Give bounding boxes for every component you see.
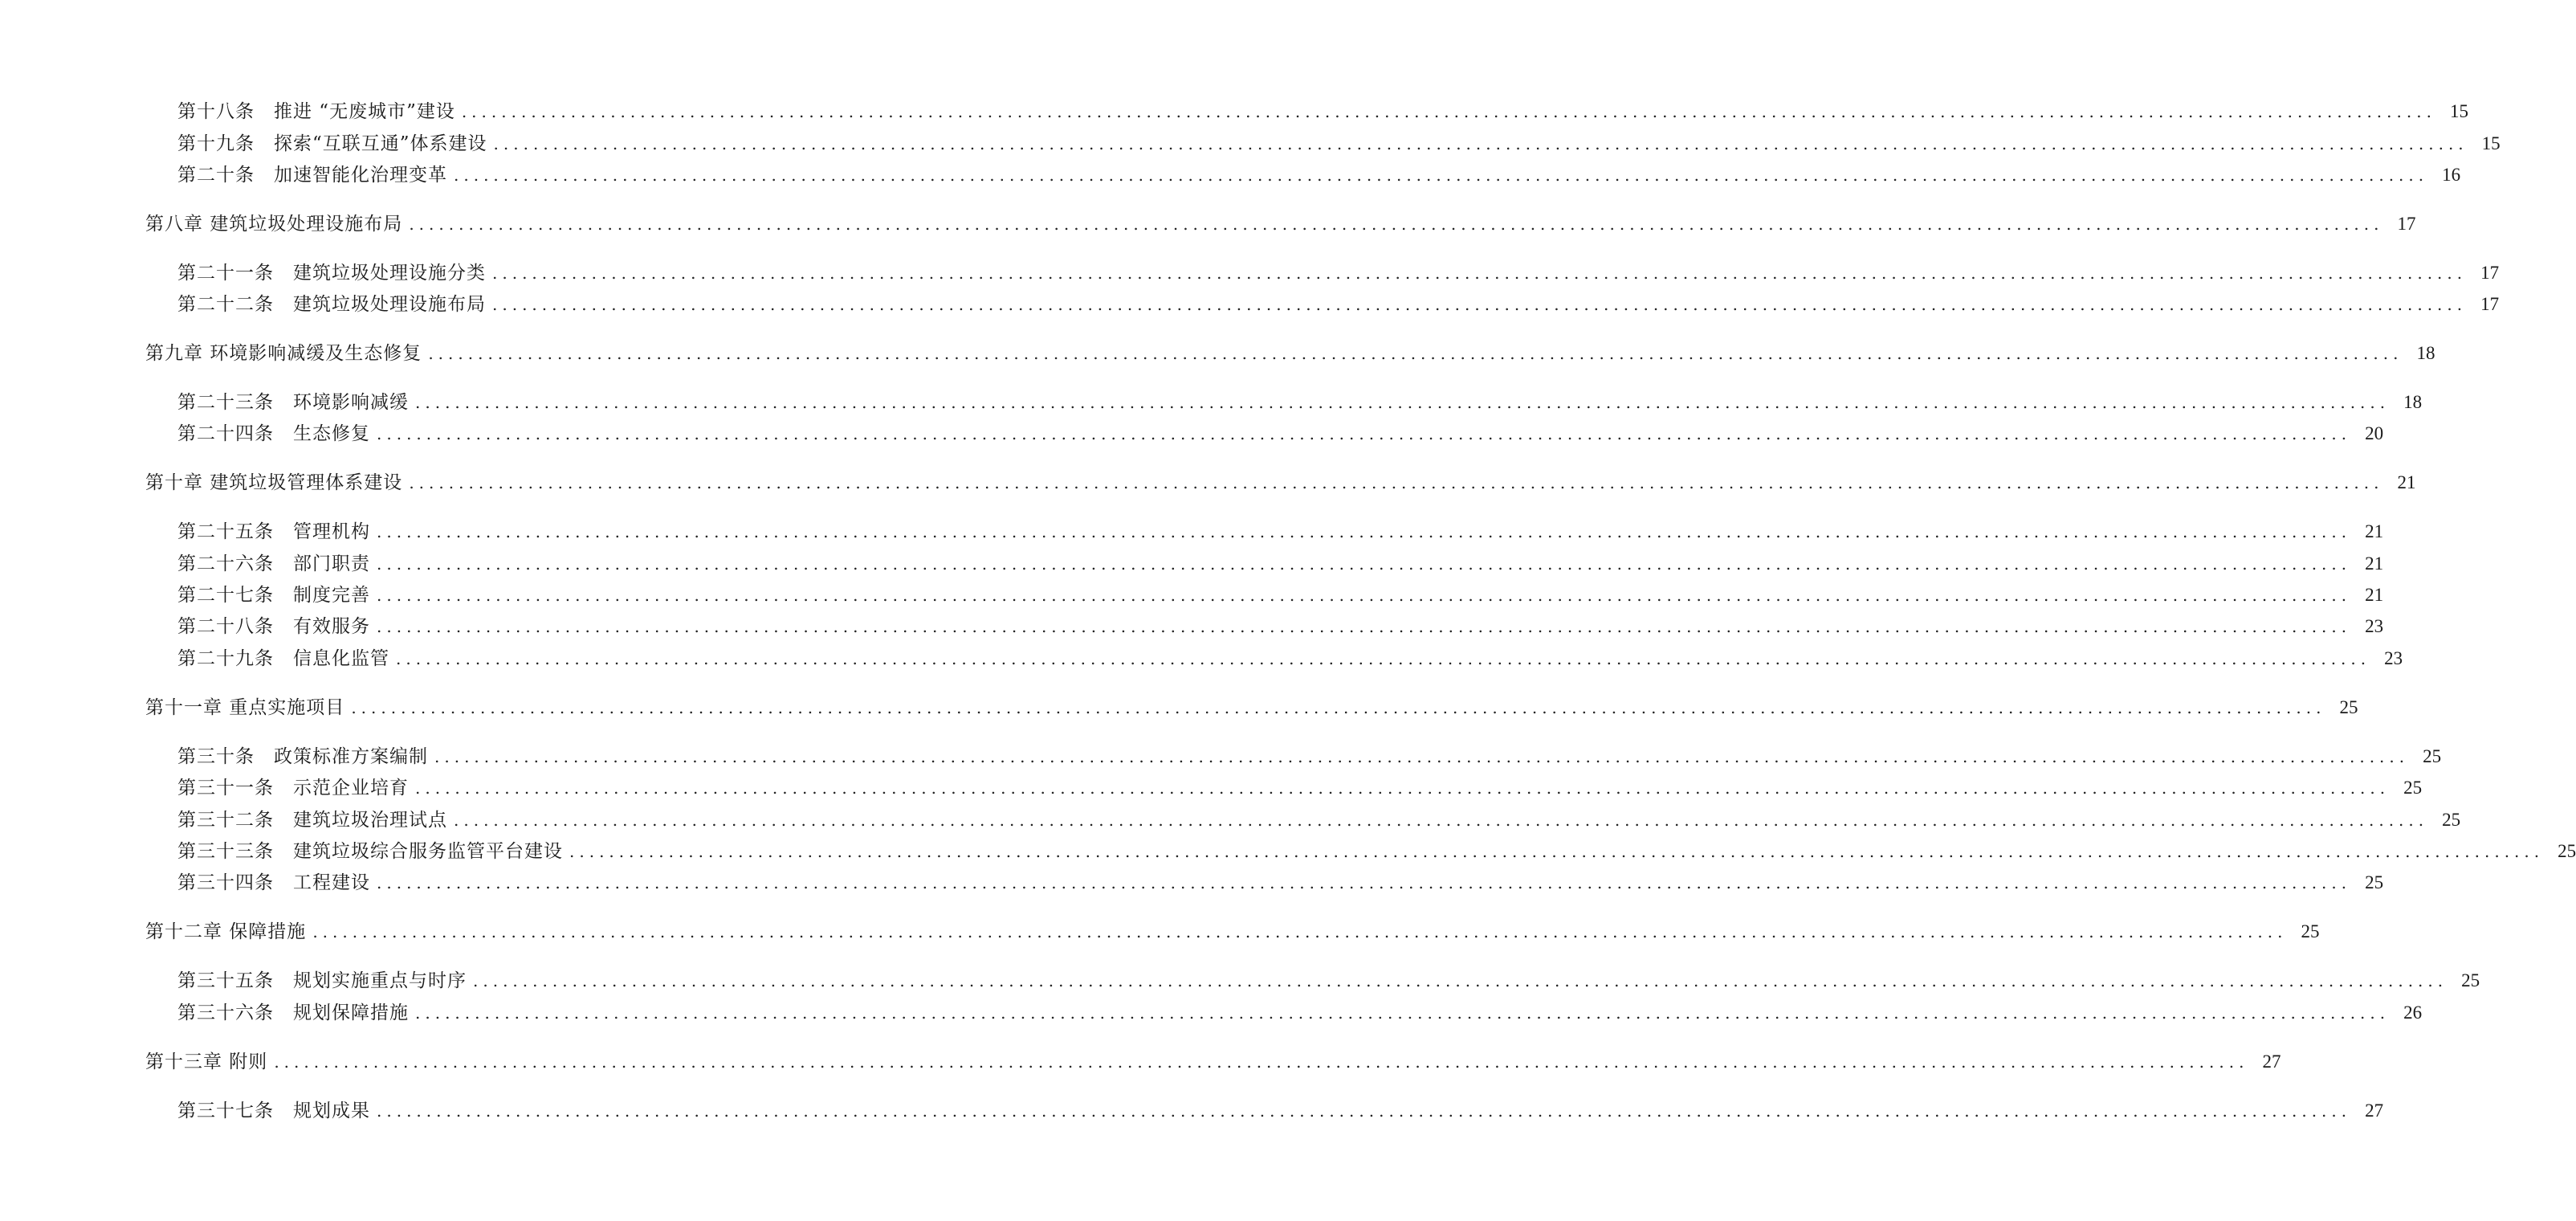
toc-dot-leader: .......................................................................................................................................................................................................: [415, 1003, 2391, 1023]
toc-page-number: 23: [2365, 616, 2384, 636]
toc-entry-label: 第二十九条 信息化监管: [177, 648, 389, 669]
toc-entry-label: 第十章 建筑垃圾管理体系建设: [145, 472, 403, 493]
toc-article-entry: [177, 838, 2576, 865]
toc-dot-leader: .......................................................................................................................................................................................................: [377, 522, 2352, 541]
toc-entry-label: 第二十八条 有效服务: [177, 616, 370, 637]
toc-article-entry: [177, 613, 2384, 640]
toc-dot-leader: .......................................................................................................................................................................................................: [377, 424, 2352, 443]
toc-article-entry: [177, 774, 2423, 802]
toc-dot-leader: .......................................................................................................................................................................................................: [454, 165, 2429, 185]
toc-page-number: 21: [2365, 585, 2384, 605]
toc-page-number: 16: [2442, 165, 2461, 185]
toc-entry-label: 第九章 环境影响减缓及生态修复: [145, 343, 422, 364]
toc-entry-label: 第三十一条 示范企业培育: [177, 778, 409, 798]
toc-entry-label: 第二十七条 制度完善: [177, 585, 370, 606]
toc-page-number: 23: [2384, 648, 2403, 668]
toc-chapter-entry: [145, 340, 2435, 367]
toc-entry-label: 第二十三条 环境影响减缓: [177, 392, 409, 413]
toc-entry-label: 第三十五条 规划实施重点与时序: [177, 970, 467, 991]
toc-page-number: 25: [2403, 778, 2423, 798]
toc-page-number: 25: [2423, 746, 2442, 766]
toc-article-entry: [177, 161, 2461, 189]
toc-article-entry: [177, 291, 2500, 318]
toc-page-number: 26: [2403, 1003, 2423, 1023]
toc-dot-leader: .......................................................................................................................................................................................................: [377, 586, 2352, 605]
toc-article-entry: [177, 550, 2384, 578]
toc-page-number: 25: [2461, 970, 2480, 990]
toc-dot-leader: .......................................................................................................................................................................................................: [434, 747, 2410, 766]
toc-dot-leader: .......................................................................................................................................................................................................: [428, 344, 2403, 363]
toc-page-number: 25: [2301, 921, 2320, 941]
toc-entry-label: 第八章 建筑垃圾处理设施布局: [145, 214, 403, 235]
toc-dot-leader: .......................................................................................................................................................................................................: [454, 811, 2429, 830]
toc-chapter-entry: [145, 469, 2416, 496]
toc-article-entry: [177, 743, 2442, 770]
toc-entry-label: 第二十一条 建筑垃圾处理设施分类: [177, 263, 486, 284]
toc-page-number: 25: [2558, 841, 2576, 861]
toc-article-entry: [177, 130, 2501, 157]
toc-dot-leader: .......................................................................................................................................................................................................: [274, 1052, 2249, 1072]
toc-page-number: 18: [2403, 392, 2423, 412]
toc-dot-leader: .......................................................................................................................................................................................................: [415, 393, 2391, 412]
toc-page-number: 21: [2365, 521, 2384, 541]
toc-article-entry: [177, 869, 2384, 896]
toc-page-number: 27: [2365, 1101, 2384, 1121]
toc-dot-leader: .......................................................................................................................................................................................................: [377, 873, 2352, 892]
toc-chapter-entry: [145, 210, 2416, 238]
toc-entry-label: 第三十三条 建筑垃圾综合服务监管平台建设: [177, 841, 563, 862]
toc-dot-leader: .......................................................................................................................................................................................................: [473, 971, 2448, 990]
toc-article-entry: [177, 420, 2384, 447]
toc-entry-label: 第三十条 政策标准方案编制: [177, 746, 428, 767]
toc-dot-leader: .......................................................................................................................................................................................................: [493, 134, 2468, 153]
toc-page-number: 17: [2480, 263, 2500, 283]
toc-article-entry: [177, 389, 2423, 416]
toc-entry-label: 第二十六条 部门职责: [177, 553, 370, 574]
toc-dot-leader: .......................................................................................................................................................................................................: [415, 778, 2391, 798]
toc-entry-label: 第十九条 探索“互联互通”体系建设: [177, 133, 487, 154]
toc-page-number: 25: [2442, 810, 2461, 830]
toc-dot-leader: .......................................................................................................................................................................................................: [492, 263, 2468, 283]
toc-article-entry: [177, 98, 2468, 125]
toc-article-entry: [177, 259, 2500, 287]
toc-entry-label: 第二十四条 生态修复: [177, 423, 370, 444]
toc-dot-leader: .......................................................................................................................................................................................................: [396, 649, 2371, 668]
toc-entry-label: 第三十六条 规划保障措施: [177, 1003, 409, 1023]
toc-dot-leader: .......................................................................................................................................................................................................: [492, 295, 2468, 314]
toc-entry-label: 第十八条 推进 “无废城市”建设: [177, 101, 455, 122]
toc-entry-label: 第十一章 重点实施项目: [145, 697, 345, 718]
toc-page-number: 17: [2397, 214, 2416, 234]
toc-article-entry: [177, 518, 2384, 545]
toc-dot-leader: .......................................................................................................................................................................................................: [351, 698, 2326, 717]
toc-page-number: 21: [2365, 553, 2384, 574]
toc-article-entry: [177, 582, 2384, 609]
toc-article-entry: [177, 999, 2423, 1027]
toc-entry-label: 第十二章 保障措施: [145, 921, 307, 942]
toc-dot-leader: .......................................................................................................................................................................................................: [409, 214, 2384, 234]
toc-entry-label: 第二十二条 建筑垃圾处理设施布局: [177, 294, 486, 315]
toc-page-number: 15: [2449, 101, 2468, 121]
toc-chapter-entry: [145, 1048, 2281, 1076]
toc-page-number: 17: [2480, 294, 2500, 314]
toc-chapter-entry: [145, 918, 2320, 945]
toc-page-number: 20: [2365, 423, 2384, 443]
toc-article-entry: [177, 967, 2480, 994]
toc-page-number: 27: [2262, 1052, 2281, 1072]
toc-dot-leader: .......................................................................................................................................................................................................: [461, 102, 2436, 121]
toc-dot-leader: .......................................................................................................................................................................................................: [569, 842, 2545, 861]
toc-dot-leader: .......................................................................................................................................................................................................: [377, 554, 2352, 574]
toc-page-number: 25: [2339, 697, 2358, 717]
toc-page-number: 25: [2365, 872, 2384, 892]
toc-entry-label: 第三十四条 工程建设: [177, 872, 370, 893]
toc-article-entry: [177, 807, 2461, 834]
toc-dot-leader: .......................................................................................................................................................................................................: [312, 922, 2288, 941]
toc-page-number: 15: [2481, 133, 2501, 153]
toc-entry-label: 第十三章 附则: [145, 1052, 268, 1072]
toc-page-number: 18: [2416, 343, 2435, 363]
toc-entry-label: 第三十七条 规划成果: [177, 1101, 370, 1121]
toc-article-entry: [177, 1097, 2384, 1125]
toc-entry-label: 第三十二条 建筑垃圾治理试点: [177, 810, 447, 831]
toc-page-number: 21: [2397, 472, 2416, 492]
toc-entry-label: 第二十五条 管理机构: [177, 521, 370, 542]
toc-dot-leader: .......................................................................................................................................................................................................: [377, 617, 2352, 636]
toc-article-entry: [177, 645, 2403, 672]
toc-chapter-entry: [145, 694, 2358, 721]
toc-dot-leader: .......................................................................................................................................................................................................: [377, 1101, 2352, 1121]
toc-entry-label: 第二十条 加速智能化治理变革: [177, 165, 447, 186]
toc-dot-leader: .......................................................................................................................................................................................................: [409, 473, 2384, 492]
